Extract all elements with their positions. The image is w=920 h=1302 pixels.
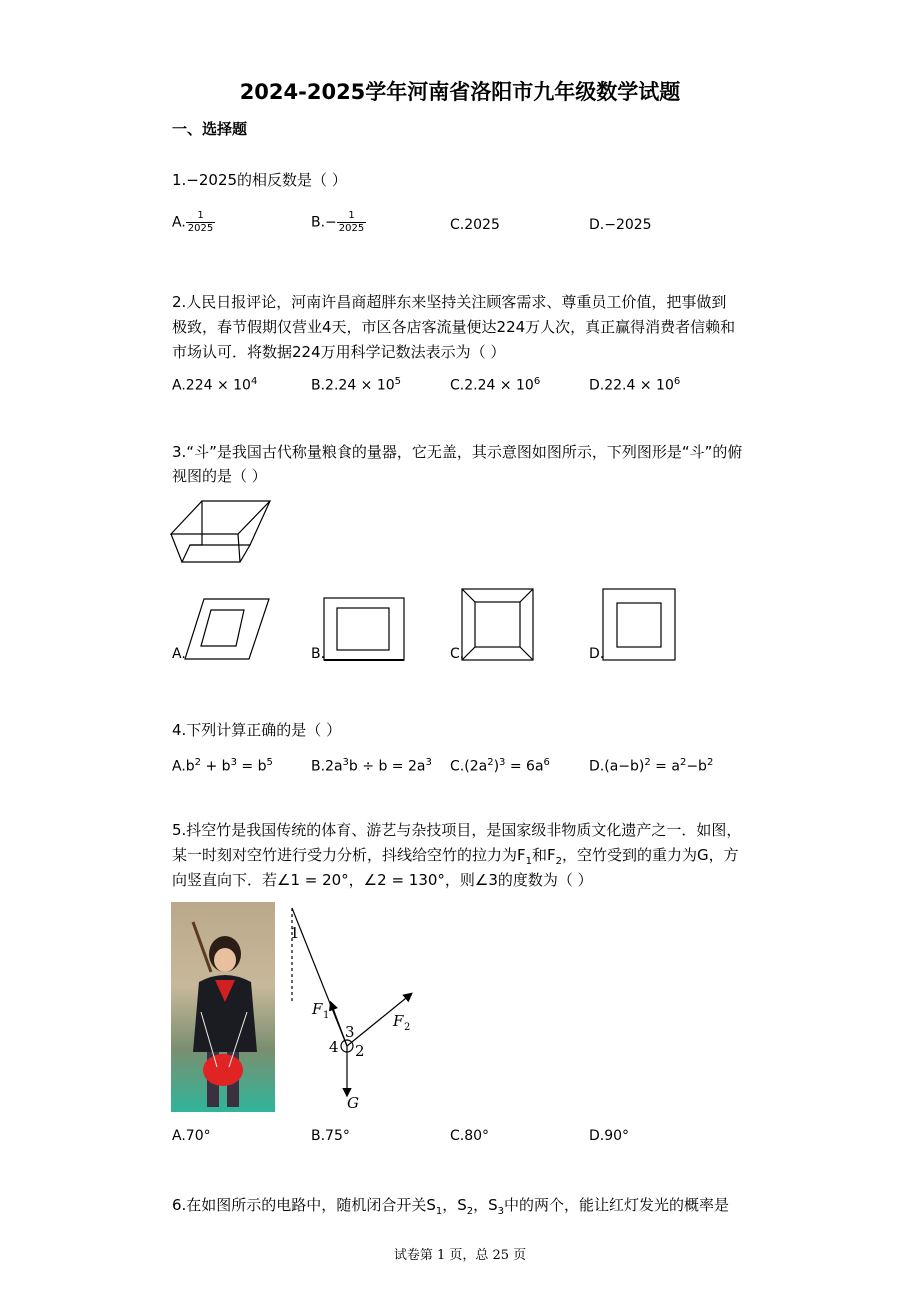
option-text: A.b bbox=[172, 758, 195, 775]
section-heading: 一、选择题 bbox=[172, 120, 248, 138]
option-d-concentric-squares-icon[interactable] bbox=[602, 588, 676, 661]
subscript: 1 bbox=[525, 856, 533, 867]
option-text: b ÷ b = 2a bbox=[348, 758, 426, 775]
question-2-line-1: 2.人民日报评论，河南许昌商超胖东来坚持关注顾客需求、尊重员工价值，把事做到 bbox=[172, 293, 727, 311]
option-text: D.(a−b) bbox=[589, 758, 645, 775]
exponent: 3 bbox=[425, 757, 432, 768]
text: 中的两个，能让红灯发光的概率是 bbox=[504, 1196, 730, 1214]
option-text: D.22.4 × 10 bbox=[589, 377, 674, 394]
text: 和F bbox=[532, 846, 556, 864]
option-text: A.224 × 10 bbox=[172, 377, 251, 394]
question-5-line-1: 5.抖空竹是我国传统的体育、游艺与杂技项目，是国家级非物质文化遗产之一．如图， bbox=[172, 821, 742, 839]
angle-4-label: 4 bbox=[329, 1038, 339, 1056]
question-4-option-d[interactable] bbox=[589, 757, 713, 775]
question-2-line-2: 极致，春节假期仅营业4天，市区各店客流量便达224万人次，真正赢得消费者信赖和 bbox=[172, 318, 736, 336]
numerator: 1 bbox=[337, 210, 366, 223]
question-3-option-b-label[interactable]: B. bbox=[311, 646, 326, 662]
dou-measure-figure bbox=[170, 500, 272, 568]
exponent: 2 bbox=[679, 757, 687, 768]
question-3-option-a-label[interactable]: A. bbox=[172, 646, 186, 662]
angle-2-label: 2 bbox=[355, 1042, 365, 1060]
question-2-option-d[interactable] bbox=[589, 376, 680, 394]
fraction bbox=[337, 210, 366, 235]
question-3-line-1: 3.“斗”是我国古代称量粮食的量器，它无盖，其示意图如图所示，下列图形是“斗”的俯 bbox=[172, 443, 743, 461]
option-text: = 6a bbox=[505, 758, 544, 775]
question-2-option-c[interactable] bbox=[450, 376, 540, 394]
text: 6.在如图所示的电路中，随机闭合开关S bbox=[172, 1196, 436, 1214]
force-diagram bbox=[285, 900, 425, 1115]
page-footer: 试卷第 1 页，总 25 页 bbox=[393, 1248, 527, 1263]
exponent: 3 bbox=[499, 757, 506, 768]
question-5-line-3: 向竖直向下．若∠1 = 20°，∠2 = 130°，则∠3的度数为（ ） bbox=[172, 871, 593, 889]
question-6-stem bbox=[172, 1193, 729, 1224]
exponent: 6 bbox=[533, 376, 541, 387]
page-title: 2024-2025学年河南省洛阳市九年级数学试题 bbox=[239, 80, 681, 104]
numerator: 1 bbox=[186, 210, 215, 223]
gravity-g-label: G bbox=[347, 1094, 359, 1112]
exponent: 5 bbox=[394, 376, 402, 387]
question-3-option-c-label[interactable]: C. bbox=[450, 646, 465, 662]
question-4-option-a[interactable] bbox=[172, 757, 273, 775]
force-f2-subscript: 2 bbox=[404, 1022, 411, 1033]
exponent: 2 bbox=[644, 757, 651, 768]
exponent: 3 bbox=[342, 757, 349, 768]
question-2-option-b[interactable] bbox=[311, 376, 401, 394]
question-5-option-d[interactable]: D.90° bbox=[589, 1128, 630, 1144]
option-prefix: A. bbox=[172, 214, 186, 231]
denominator: 2025 bbox=[187, 223, 214, 234]
exponent: 5 bbox=[266, 757, 273, 768]
text: ，S bbox=[442, 1196, 467, 1214]
question-3-line-2: 视图的是（ ） bbox=[172, 467, 267, 485]
option-text: B.2.24 × 10 bbox=[311, 377, 395, 394]
question-1-option-a[interactable] bbox=[172, 210, 215, 235]
option-text: C.(2a bbox=[450, 758, 488, 775]
subscript: 1 bbox=[435, 1206, 443, 1217]
text: ，S bbox=[473, 1196, 498, 1214]
option-text: + b bbox=[201, 758, 231, 775]
subscript: 3 bbox=[497, 1206, 505, 1217]
option-text: B.2a bbox=[311, 758, 343, 775]
exponent: 3 bbox=[230, 757, 237, 768]
option-text: ) bbox=[493, 758, 500, 775]
text: 某一时刻对空竹进行受力分析，抖线给空竹的拉力为F bbox=[172, 846, 526, 864]
force-f1-subscript: 1 bbox=[323, 1010, 330, 1021]
question-1-option-d[interactable]: D.−2025 bbox=[589, 217, 652, 233]
exponent: 2 bbox=[194, 757, 202, 768]
option-text: −b bbox=[686, 758, 707, 775]
denominator: 2025 bbox=[338, 223, 365, 234]
question-1-option-b[interactable] bbox=[311, 210, 366, 235]
exponent: 6 bbox=[543, 757, 550, 768]
exponent: 2 bbox=[706, 757, 714, 768]
option-c-frustum-top-view-icon[interactable] bbox=[461, 588, 534, 661]
option-b-square-frame-icon[interactable] bbox=[323, 597, 405, 661]
question-5-option-c[interactable]: C.80° bbox=[450, 1128, 490, 1144]
angle-3-label: 3 bbox=[345, 1023, 355, 1041]
option-prefix: B.− bbox=[311, 214, 337, 231]
fraction bbox=[186, 210, 215, 235]
option-text: = b bbox=[236, 758, 267, 775]
subscript: 2 bbox=[466, 1206, 474, 1217]
question-4-option-c[interactable] bbox=[450, 757, 550, 775]
question-4-option-b[interactable] bbox=[311, 757, 432, 775]
exponent: 6 bbox=[673, 376, 681, 387]
question-3-option-d-label[interactable]: D. bbox=[589, 646, 605, 662]
force-f2-label: F bbox=[393, 1012, 404, 1030]
question-5-option-a[interactable]: A.70° bbox=[172, 1128, 211, 1144]
subscript: 2 bbox=[555, 856, 563, 867]
exponent: 2 bbox=[487, 757, 494, 768]
option-a-parallelogram-icon[interactable] bbox=[184, 598, 270, 660]
exponent: 4 bbox=[250, 376, 258, 387]
option-text: = a bbox=[650, 758, 680, 775]
question-4-stem: 4.下列计算正确的是（ ） bbox=[172, 721, 342, 739]
option-text: C.2.24 × 10 bbox=[450, 377, 534, 394]
text: ，空竹受到的重力为G，方 bbox=[562, 846, 739, 864]
question-1-stem: 1.−2025的相反数是（ ） bbox=[172, 171, 347, 189]
question-1-option-c[interactable]: C.2025 bbox=[450, 217, 500, 233]
force-f1-label: F bbox=[312, 1000, 323, 1018]
question-2-option-a[interactable] bbox=[172, 376, 257, 394]
question-2-line-3: 市场认可．将数据224万用科学记数法表示为（ ） bbox=[172, 343, 506, 361]
angle-1-label: 1 bbox=[290, 924, 300, 942]
question-5-option-b[interactable]: B.75° bbox=[311, 1128, 350, 1144]
diabolo-photo bbox=[171, 902, 275, 1112]
